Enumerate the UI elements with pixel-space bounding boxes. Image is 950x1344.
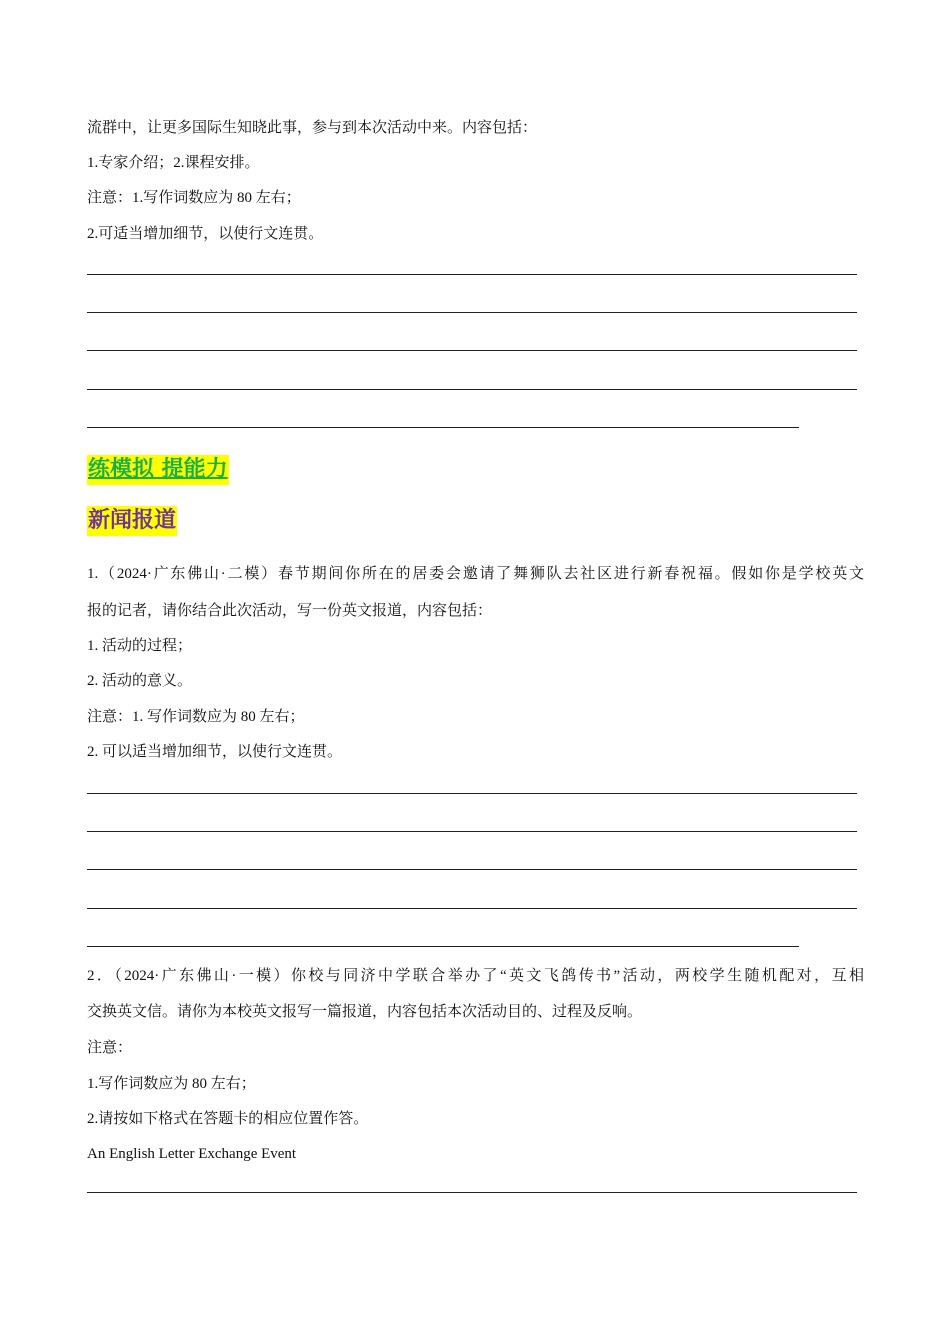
intro-line-1: 流群中，让更多国际生知晓此事，参与到本次活动中来。内容包括：: [87, 120, 538, 136]
q1-line-5: 注意：1. 写作词数应为 80 左右；: [87, 709, 305, 725]
topic-heading: 新闻报道: [87, 506, 177, 536]
answer-line: [87, 1192, 857, 1193]
q2-line-5: 2.请按如下格式在答题卡的相应位置作答。: [87, 1111, 369, 1127]
answer-line: [87, 869, 857, 870]
q2-line-3: 注意：: [87, 1040, 133, 1056]
answer-line: [87, 312, 857, 313]
q2-line-1: 2．（2024·广东佛山·一模）你校与同济中学联合举办了“英文飞鸽传书”活动，两校学生随机配对，互相: [87, 968, 864, 984]
q1-line-3: 1. 活动的过程；: [87, 638, 193, 654]
answer-line: [87, 831, 857, 832]
q2-line-4: 1.写作词数应为 80 左右；: [87, 1076, 256, 1092]
q1-line-1: 1.（2024·广东佛山·二模）春节期间你所在的居委会邀请了舞狮队去社区进行新春祝福。假如你是学校英文: [87, 566, 864, 582]
intro-line-4: 2.可适当增加细节，以使行文连贯。: [87, 226, 324, 242]
section-heading: 练模拟 提能力: [87, 455, 229, 485]
answer-line: [87, 389, 857, 390]
intro-line-3: 注意：1.写作词数应为 80 左右；: [87, 190, 301, 206]
q1-line-2: 报的记者，请你结合此次活动，写一份英文报道，内容包括：: [87, 603, 493, 619]
q2-essay-title: An English Letter Exchange Event: [87, 1146, 297, 1162]
answer-line: [87, 908, 857, 909]
answer-line: [87, 274, 857, 275]
answer-line: [87, 793, 857, 794]
q1-line-4: 2. 活动的意义。: [87, 673, 193, 689]
intro-line-2: 1.专家介绍；2.课程安排。: [87, 155, 260, 171]
q1-line-6: 2. 可以适当增加细节，以使行文连贯。: [87, 744, 343, 760]
answer-line: [87, 350, 857, 351]
answer-line: [87, 427, 799, 428]
answer-line: [87, 946, 799, 947]
q2-line-2: 交换英文信。请你为本校英文报写一篇报道，内容包括本次活动目的、过程及反响。: [87, 1004, 643, 1020]
